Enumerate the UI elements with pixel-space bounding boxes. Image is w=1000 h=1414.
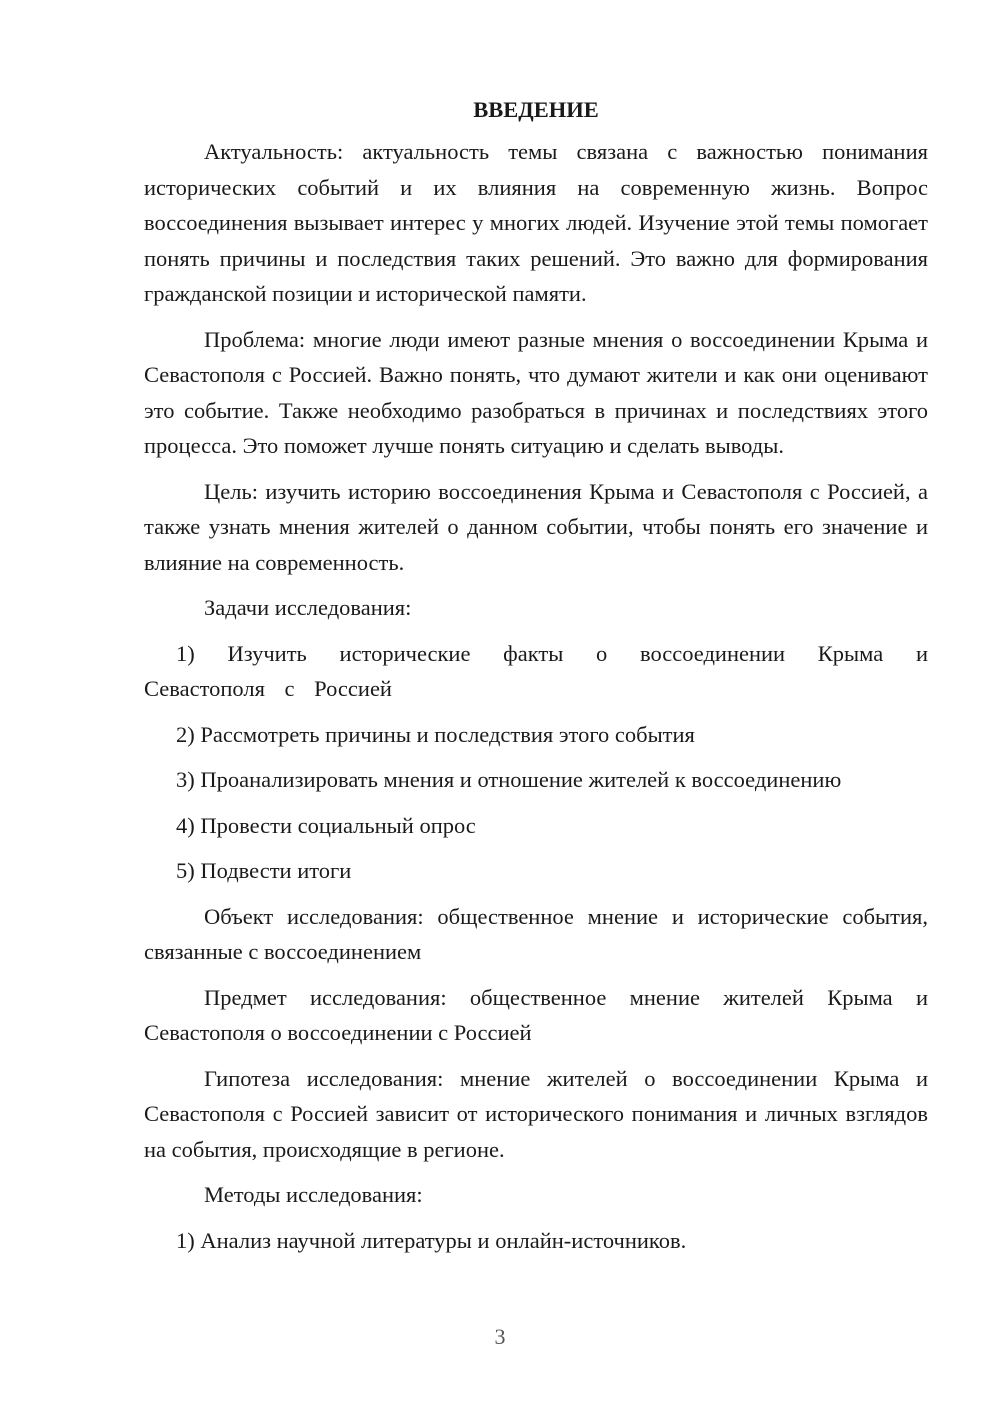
problem-paragraph: Проблема: многие люди имеют разные мнения о воссоединении Крыма и Севастополя с Россией. Важно понять, что думают жители и как они оценивают это событие. Также необходимо разобраться в причинах и последствиях этого процесса. Это поможет лучше понять ситуацию и сделать выводы. [144,326,928,458]
object-paragraph: Объект исследования: общественное мнение и исторические события, связанные с воссоединением [144,903,928,964]
goal-paragraph: Цель: изучить историю воссоединения Крыма и Севастополя с Россией, а также узнать мнения жителей о данном событии, чтобы понять его значение и влияние на современность. [144,478,928,575]
page-number: 3 [494,1324,506,1349]
task-item-5: 5) Подвести итоги [176,858,352,883]
subject-paragraph: Предмет исследования: общественное мнение жителей Крыма и Севастополя о воссоединении с Россией [144,984,928,1045]
task-item-1: 1) Изучить исторические факты о воссоединении Крыма и Севастополя с Россией [144,640,928,701]
methods-heading: Методы исследования: [204,1182,423,1207]
task-item-4: 4) Провести социальный опрос [176,812,476,838]
task-item-2: 2) Рассмотреть причины и последствия этого события [176,721,695,747]
hypothesis-paragraph: Гипотеза исследования: мнение жителей о воссоединении Крыма и Севастополя с Россией зависит от исторического понимания и личных взглядов на события, происходящие в регионе. [144,1065,928,1162]
task-item-3: 3) Проанализировать мнения и отношение жителей к воссоединению [176,767,842,792]
method-item-1: 1) Анализ научной литературы и онлайн-источников. [176,1227,687,1253]
relevance-paragraph: Актуальность: актуальность темы связана с важностью понимания исторических событий и их влияния на современную жизнь. Вопрос воссоединения вызывает интерес у многих людей. Изучение этой темы помогает понять причины и последствия таких решений. Это важно для формирования гражданской позиции и исторической памяти. [144,139,928,306]
tasks-heading: Задачи исследования: [204,595,412,620]
section-title: ВВЕДЕНИЕ [473,97,599,122]
document-page [144,92,928,1268]
